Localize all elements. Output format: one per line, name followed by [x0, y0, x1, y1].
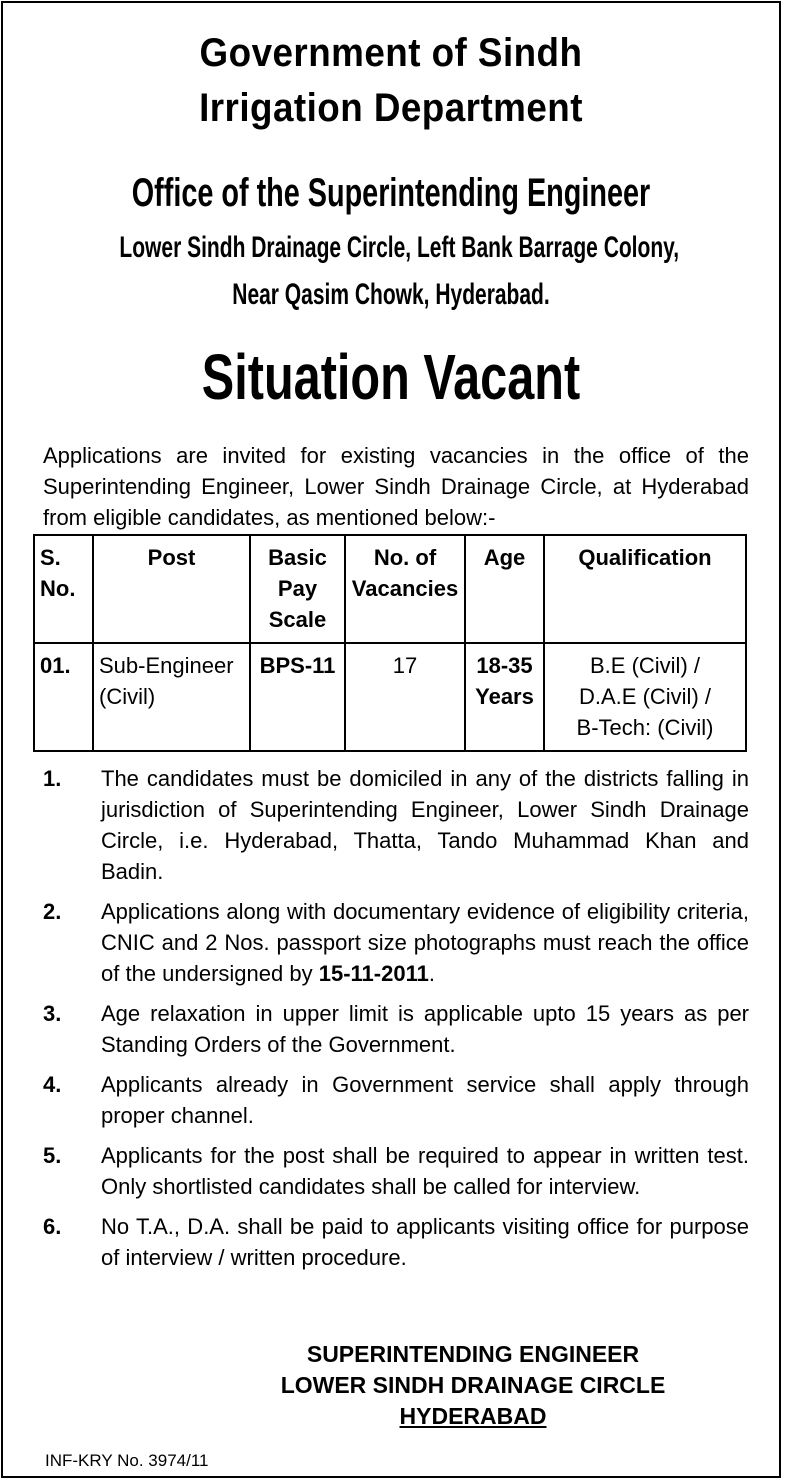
- age-unit: Years: [475, 684, 534, 709]
- signature-circle: LOWER SINDH DRAINAGE CIRCLE: [280, 1372, 666, 1398]
- item-text-end: .: [428, 961, 435, 986]
- item-number: 4.: [43, 1072, 62, 1097]
- signature-city: [243, 1403, 703, 1430]
- age-range: 18-35: [476, 653, 533, 678]
- vacancy-table: [33, 534, 747, 752]
- government-heading: Government of Sindh: [199, 31, 583, 75]
- reference-number: INF-KRY No. 3974/11: [45, 1451, 209, 1470]
- item-text: Applicants already in Government service shall apply through proper channel.: [101, 1072, 749, 1128]
- advertisement-page: [1, 1, 781, 1478]
- item-text-body: Applications along with documentary evidence of eligibility criteria, CNIC and 2 Nos. passport size photographs must reach the office of the undersigned by: [101, 899, 749, 986]
- table-row: [34, 643, 746, 751]
- cell-pay-scale: BPS-11: [250, 643, 345, 751]
- table-header-row: [34, 535, 746, 643]
- signature-city-text: HYDERABAD: [399, 1403, 547, 1429]
- list-item: [43, 1069, 749, 1131]
- item-text: [101, 896, 749, 989]
- list-item: [43, 998, 749, 1060]
- signature-title: SUPERINTENDING ENGINEER: [306, 1341, 640, 1367]
- address-line-2: Near Qasim Chowk, Hyderabad.: [232, 278, 550, 311]
- cell-post: Sub-Engineer (Civil): [93, 643, 250, 751]
- list-item: [43, 896, 749, 989]
- qualification-3: B-Tech: (Civil): [576, 715, 714, 740]
- list-item: [43, 763, 749, 887]
- qualification-2: D.A.E (Civil) /: [579, 684, 711, 709]
- qualification-1: B.E (Civil) /: [590, 653, 700, 678]
- item-number: 1.: [43, 766, 62, 791]
- header-pay-scale: Basic Pay Scale: [250, 535, 345, 643]
- item-text: The candidates must be domiciled in any of the districts falling in jurisdiction of Superintending Engineer, Lower Sindh Drainage Circle, i.e. Hyderabad, Thatta, Tando Muhammad Khan and Badin.: [101, 766, 749, 884]
- item-number: 5.: [43, 1143, 62, 1168]
- address-line-1: Lower Sindh Drainage Circle, Left Bank Barrage Colony,: [119, 231, 680, 264]
- conditions-list: [43, 763, 749, 1282]
- cell-age: [465, 643, 544, 751]
- header-vacancies: No. of Vacancies: [345, 535, 465, 643]
- header-age: Age: [465, 535, 544, 643]
- item-number: 2.: [43, 899, 62, 924]
- cell-qualification: [544, 643, 746, 751]
- item-text: No T.A., D.A. shall be paid to applicants visiting office for purpose of interview / written procedure.: [101, 1214, 749, 1270]
- page-title: Situation Vacant: [201, 341, 581, 413]
- deadline-date: 15-11-2011: [318, 961, 429, 986]
- list-item: [43, 1211, 749, 1273]
- item-text: Applicants for the post shall be required to appear in written test. Only shortlisted candidates shall be called for interview.: [101, 1143, 749, 1199]
- item-number: 6.: [43, 1214, 62, 1239]
- cell-vacancies: 17: [345, 643, 465, 751]
- header-post: Post: [93, 535, 250, 643]
- header-sno: S. No.: [34, 535, 93, 643]
- office-heading: Office of the Superintending Engineer: [131, 171, 651, 215]
- item-text: Age relaxation in upper limit is applicable upto 15 years as per Standing Orders of the Government.: [101, 1001, 749, 1057]
- list-item: [43, 1140, 749, 1202]
- department-heading: Irrigation Department: [199, 86, 583, 130]
- cell-sno: 01.: [34, 643, 93, 751]
- header-qualification: Qualification: [544, 535, 746, 643]
- intro-paragraph: Applications are invited for existing vacancies in the office of the Superintending Engineer, Lower Sindh Drainage Circle, at Hyderabad from eligible candidates, as mentioned below:-: [43, 443, 749, 530]
- item-number: 3.: [43, 1001, 62, 1026]
